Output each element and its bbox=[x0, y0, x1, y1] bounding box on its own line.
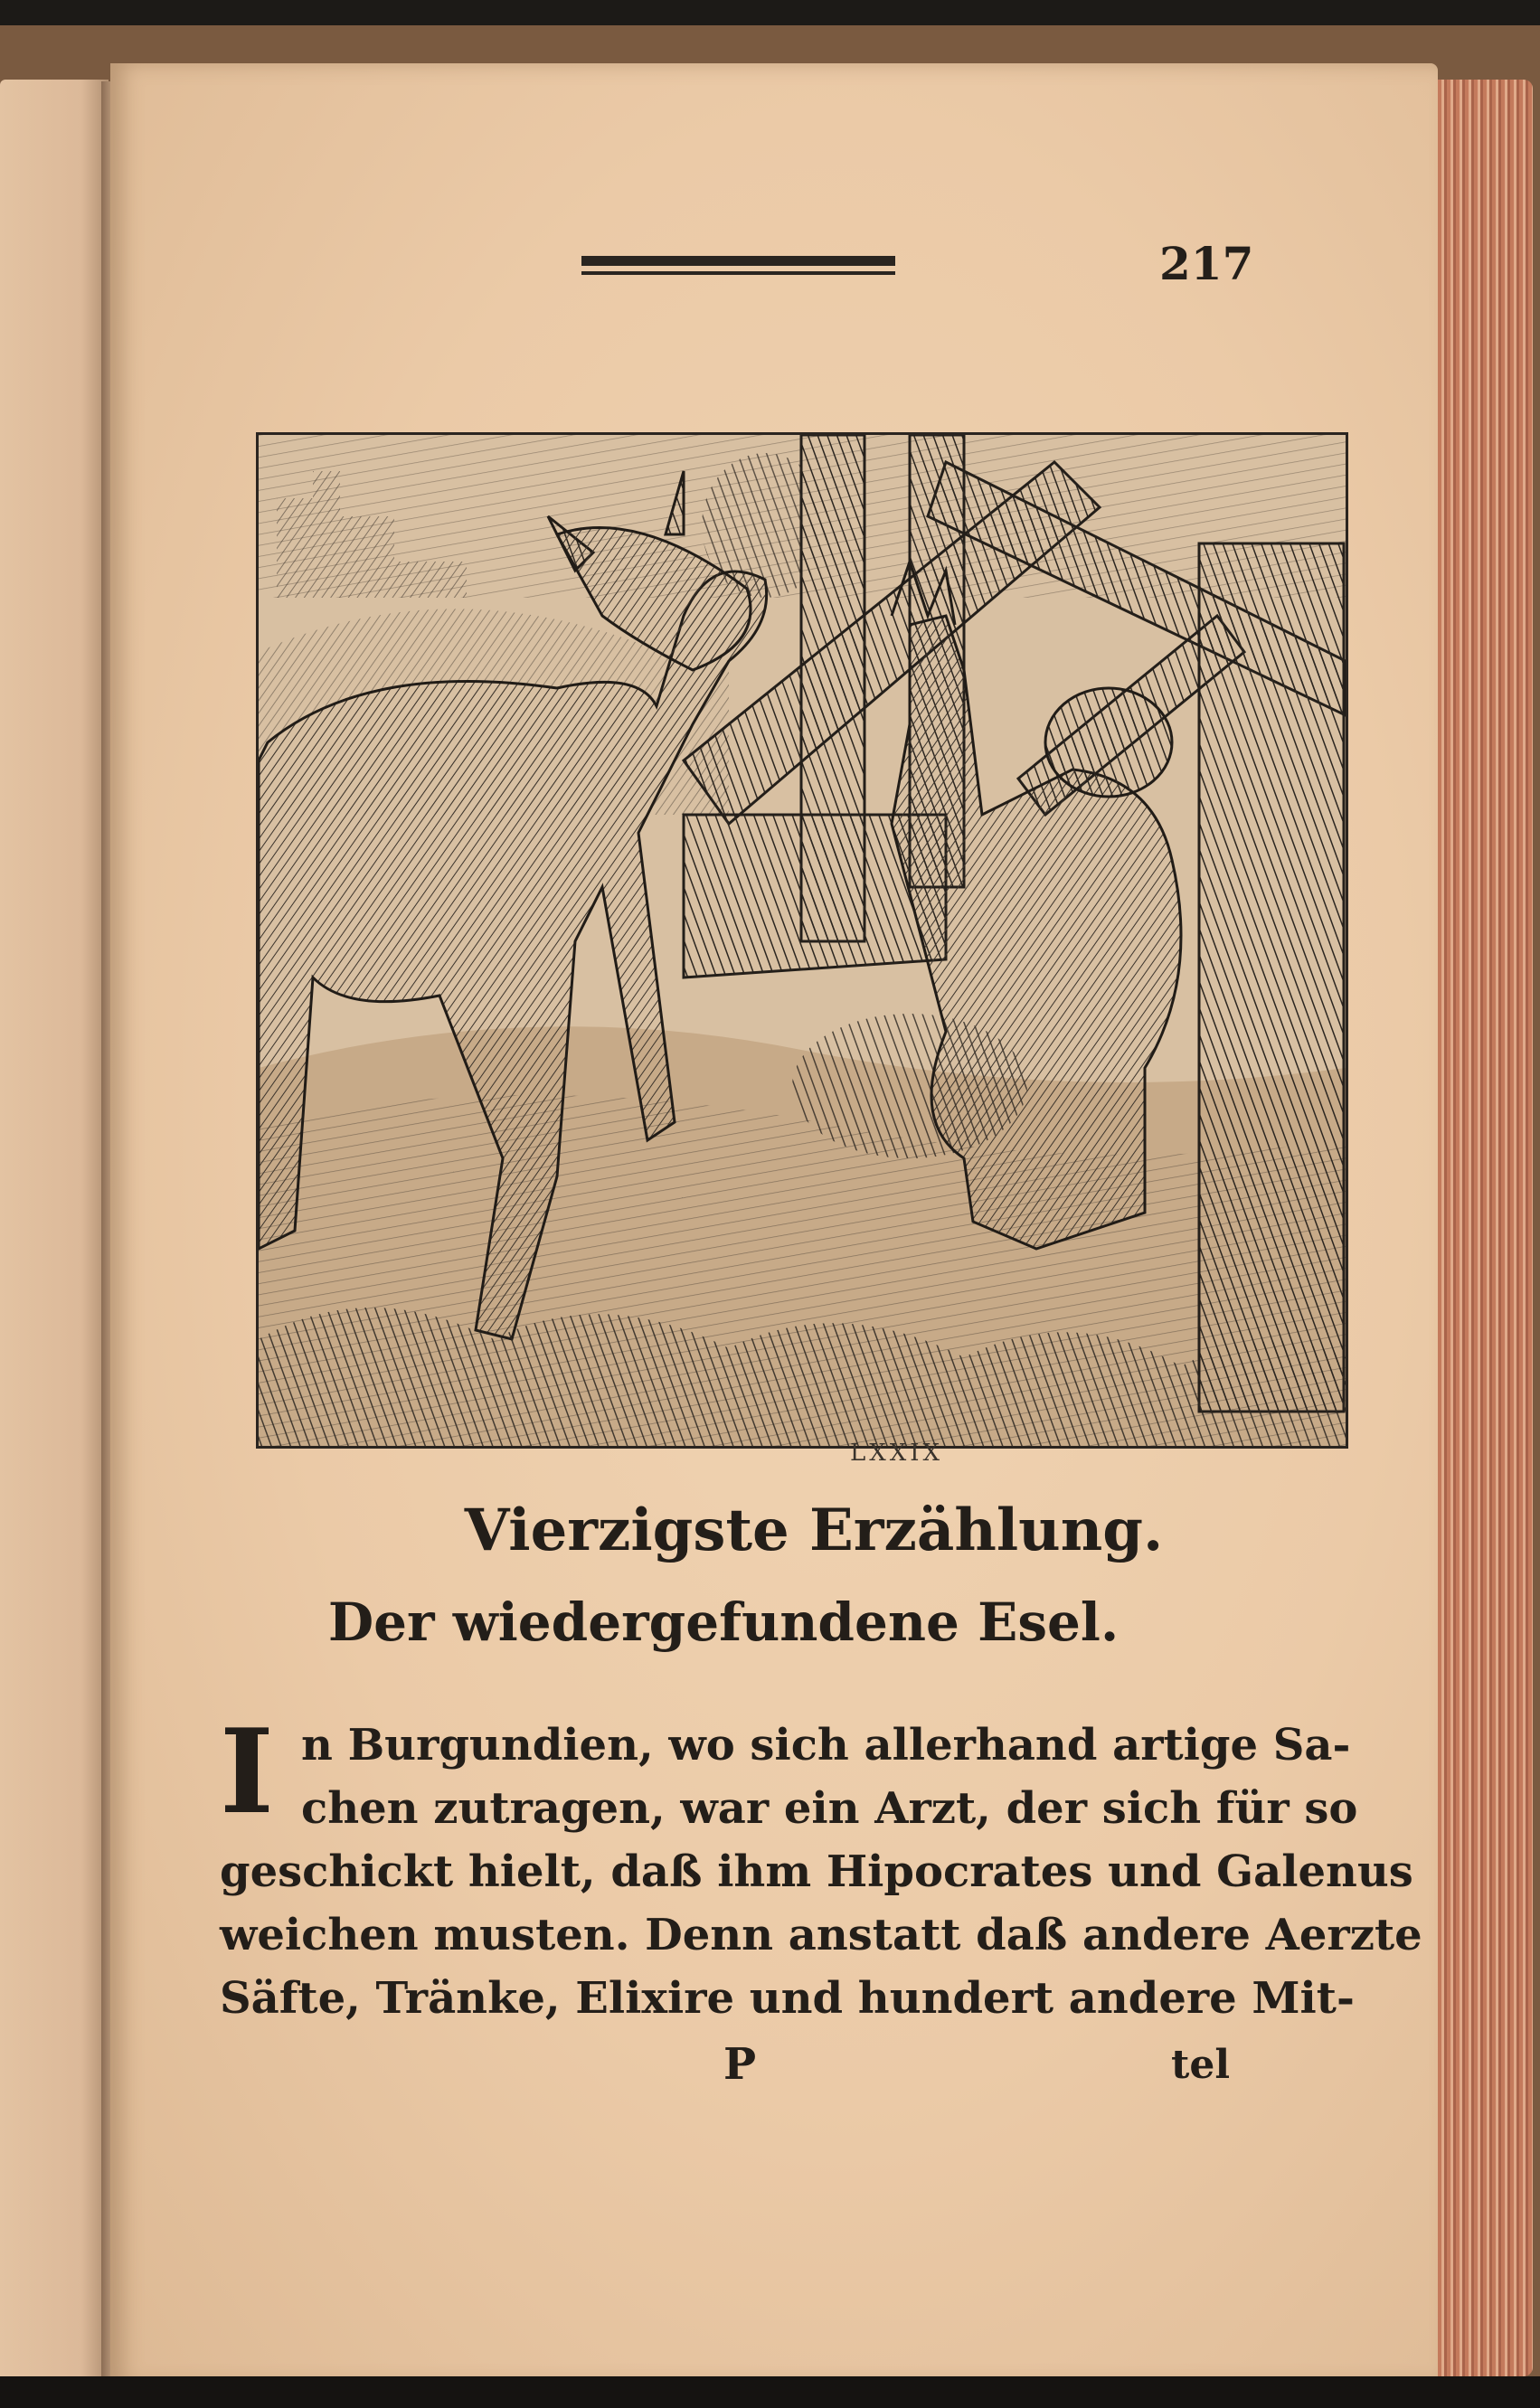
body-line: weichen musten. Denn anstatt daß andere Aerzte bbox=[220, 1910, 1422, 1960]
body-line: chen zutragen, war ein Arzt, der sich für so bbox=[301, 1783, 1358, 1834]
engraving-plate bbox=[256, 432, 1348, 1449]
catchword: tel bbox=[1171, 2042, 1231, 2088]
body-line: Säfte, Tränke, Elixire und hundert andere Mit- bbox=[220, 1973, 1355, 2024]
story-subtitle: Der wiedergefundene Esel. bbox=[327, 1591, 1120, 1653]
drop-cap: I bbox=[220, 1704, 274, 1840]
plate-mark: LXXIX bbox=[850, 1440, 944, 1467]
signature-mark: P bbox=[723, 2039, 757, 2090]
header-rule-thin bbox=[581, 271, 895, 275]
body-line: geschickt hielt, daß ihm Hipocrates und Galenus bbox=[220, 1846, 1413, 1897]
page-number: 217 bbox=[1159, 237, 1254, 290]
engraving-illustration bbox=[259, 435, 1346, 1446]
page-edges bbox=[1429, 80, 1533, 2376]
header-rule-thick bbox=[581, 256, 895, 266]
header-rule bbox=[581, 256, 895, 283]
body-line: n Burgundien, wo sich allerhand artige Sa- bbox=[301, 1720, 1351, 1771]
story-title: Vierzigste Erzählung. bbox=[464, 1497, 1164, 1564]
body-text bbox=[220, 1704, 1422, 2030]
background-strip bbox=[0, 2376, 1540, 2408]
left-page-edge bbox=[0, 80, 109, 2376]
